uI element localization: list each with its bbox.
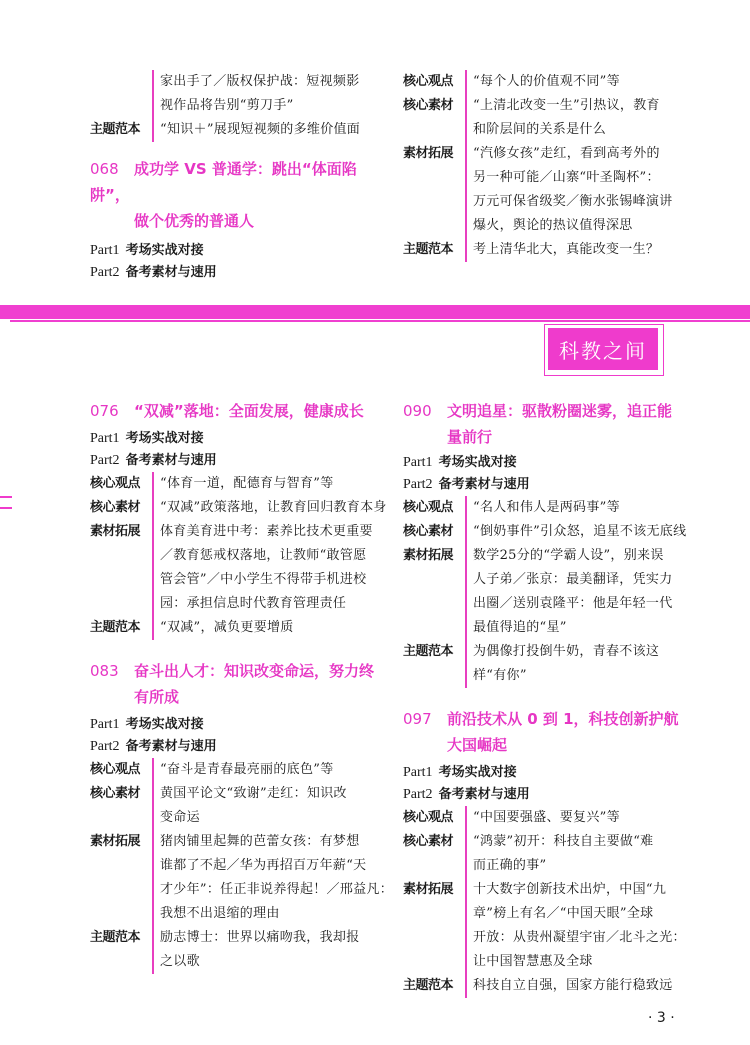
- part-line: [403, 452, 703, 474]
- section-number: 068: [90, 160, 119, 178]
- section-title-continuation: 做个优秀的普通人: [134, 212, 255, 230]
- row-theme-sample: [90, 616, 390, 640]
- row-body: [152, 520, 390, 616]
- part-line: [403, 784, 703, 806]
- row-body: [465, 496, 703, 520]
- row-text-line: 十大数字创新技术出炉，中国“九: [473, 882, 667, 897]
- row-body: [465, 70, 703, 94]
- row-text-line: 变命运: [160, 810, 200, 825]
- row-body: [152, 616, 390, 640]
- part-line: [90, 450, 390, 472]
- row-body: [465, 94, 703, 142]
- top-right-column: [403, 70, 703, 262]
- row-body: [152, 758, 390, 782]
- row-text-line: ／教育惩戒权落地，让教师“敢管愿: [160, 548, 367, 563]
- part-label: Part1: [90, 431, 120, 446]
- row-core-material: [403, 520, 703, 544]
- row-core-material: [403, 94, 703, 142]
- row-text-line: “每个人的价值观不同”等: [473, 74, 620, 89]
- row-body: [152, 926, 390, 974]
- row-text-line: 万元可保省级奖／衡水张锡峰演讲: [473, 194, 673, 209]
- part-line: [403, 474, 703, 496]
- row-text-line: 黄国平论文“致谢”走红：知识改: [160, 786, 347, 801]
- row-text-line: 体育美育进中考：素养比技术更重要: [160, 524, 373, 539]
- part-label: Part1: [90, 717, 120, 732]
- part-line: [90, 428, 390, 450]
- row-text-line: “中国要强盛、要复兴”等: [473, 810, 620, 825]
- row-material-extension: [403, 544, 703, 640]
- theme-row: [90, 118, 390, 142]
- row-material-extension: [90, 830, 394, 926]
- row-text-line: 之以歌: [160, 954, 200, 969]
- row-text-line: 数学25分的“学霸人设”，别来误: [473, 548, 664, 563]
- section-number: 076: [90, 402, 119, 420]
- row-text-line: 科技自立自强，国家方能行稳致远: [473, 978, 673, 993]
- part-label: Part2: [403, 477, 433, 492]
- part-text: 考场实战对接: [438, 765, 517, 780]
- row-theme-sample: [403, 238, 703, 262]
- row-body: [152, 496, 390, 520]
- section-title-text: 前沿技术从 0 到 1，科技创新护航: [447, 710, 679, 728]
- row-body: [152, 70, 390, 118]
- row-body: [152, 782, 390, 830]
- section-title-continuation: 有所成: [134, 688, 180, 706]
- row-text-line: 才少年”：任正非说养得起！／邢益凡：: [160, 882, 394, 897]
- right-column: [403, 398, 703, 998]
- row-core-material: [403, 830, 703, 878]
- row-text-line: 而正确的事”: [473, 858, 547, 873]
- part-line: [403, 762, 703, 784]
- row-text-line: 为偶像打投倒牛奶，青春不该这: [473, 644, 660, 659]
- row-label: 核心观点: [403, 500, 454, 515]
- row-body: [465, 520, 703, 544]
- row-label: 核心素材: [403, 98, 454, 113]
- row-core-view: [403, 496, 703, 520]
- row-text-line: “倒奶事件”引众怒，追星不该无底线: [473, 524, 687, 539]
- row-label: 素材拓展: [403, 548, 454, 563]
- banner-title: 科教之间: [548, 328, 658, 370]
- row-core-view: [90, 472, 390, 496]
- row-text-line: “双减”，减负更要增质: [160, 620, 294, 635]
- row-text: “知识＋”展现短视频的多维价值面: [160, 122, 361, 137]
- row-body: [152, 830, 393, 926]
- section-number: 097: [403, 710, 432, 728]
- row-theme-sample: [403, 974, 703, 998]
- row-text-line: “奋斗是青春最亮丽的底色”等: [160, 762, 334, 777]
- part-text: 考场实战对接: [125, 717, 204, 732]
- part-text: 考场实战对接: [438, 455, 517, 470]
- row-text-line: 章”榜上有名／“中国天眼”全球: [473, 906, 654, 921]
- row-label: 素材拓展: [403, 146, 454, 161]
- part-line: [90, 240, 390, 262]
- part-label: Part2: [90, 265, 120, 280]
- continuation-line: 家出手了／版权保护战：短视频影: [160, 74, 360, 89]
- row-material-extension: [403, 878, 703, 974]
- row-body: [465, 142, 703, 238]
- row-body: [465, 830, 703, 878]
- row-text-line: “体育一道，配德育与智育”等: [160, 476, 334, 491]
- row-text-line: 让中国智慧惠及全球: [473, 954, 593, 969]
- part-line: [90, 714, 390, 736]
- row-text-line: “上清北改变一生”引热议，教育: [473, 98, 660, 113]
- part-line: [90, 736, 390, 758]
- section-number: 090: [403, 402, 432, 420]
- row-material-extension: [90, 520, 390, 616]
- row-text-line: 人子弟／张京：最美翻译，凭实力: [473, 572, 673, 587]
- continuation-line: 视作品将告别“剪刀手”: [160, 98, 294, 113]
- row-text-line: “鸿蒙”初开：科技自主要做“难: [473, 834, 654, 849]
- row-text-line: 和阶层间的关系是什么: [473, 122, 607, 137]
- row-label: 核心观点: [403, 810, 454, 825]
- row-text-line: 爆火，舆论的热议值得深思: [473, 218, 633, 233]
- row-text-line: 出圈／送别袁隆平：他是年轻一代: [473, 596, 673, 611]
- section-076-title: [90, 398, 390, 424]
- row-label: 主题范本: [90, 930, 141, 945]
- section-divider-line: [10, 320, 750, 322]
- row-body: [465, 238, 703, 262]
- row-label: 素材拓展: [90, 834, 141, 849]
- row-body: [465, 640, 703, 688]
- row-body: [465, 974, 703, 998]
- part-line: [90, 262, 390, 284]
- section-divider-band: [0, 305, 750, 319]
- part-label: Part1: [90, 243, 120, 258]
- part-text: 备考素材与速用: [438, 787, 530, 802]
- section-068-title: [90, 156, 390, 234]
- section-number: 083: [90, 662, 119, 680]
- row-label: 主题范本: [90, 620, 141, 635]
- row-label: 主题范本: [403, 644, 454, 659]
- row-core-view: [90, 758, 390, 782]
- row-text-line: “名人和伟人是两码事”等: [473, 500, 620, 515]
- row-label: 核心素材: [90, 786, 141, 801]
- row-core-view: [403, 70, 703, 94]
- row-text-line: 样“有你”: [473, 668, 527, 683]
- row-text-line: 考上清华北大，真能改变一生？: [473, 242, 660, 257]
- row-body: [465, 806, 703, 830]
- row-core-material: [90, 496, 390, 520]
- row-body: [465, 878, 703, 974]
- section-title-text: “双减”落地：全面发展，健康成长: [134, 402, 364, 420]
- top-left-column: [90, 70, 390, 284]
- row-label: 素材拓展: [403, 882, 454, 897]
- row-text-line: “汽修女孩”走红，看到高考外的: [473, 146, 660, 161]
- row-text-line: 最值得追的“星”: [473, 620, 567, 635]
- row-body: [152, 118, 390, 142]
- row-text-line: 励志博士：世界以痛吻我，我却报: [160, 930, 360, 945]
- row-label: 主题范本: [403, 978, 454, 993]
- row-text-line: 谁都了不起／华为再招百万年薪“天: [160, 858, 367, 873]
- row-body: [465, 544, 703, 640]
- row-text-line: 另一种可能／山寨“叶圣陶杯”：: [473, 170, 660, 185]
- row-label: 主题范本: [90, 122, 141, 137]
- part-text: 考场实战对接: [125, 243, 204, 258]
- part-text: 备考素材与速用: [438, 477, 530, 492]
- row-label: 核心素材: [403, 524, 454, 539]
- row-text-line: 我想不出退缩的理由: [160, 906, 280, 921]
- row-label: 素材拓展: [90, 524, 141, 539]
- row-text-line: 开放：从贵州凝望宇宙／北斗之光：: [473, 930, 686, 945]
- row-label: 核心观点: [403, 74, 454, 89]
- part-text: 备考素材与速用: [125, 453, 217, 468]
- row-text-line: 园：承担信息时代教育管理责任: [160, 596, 347, 611]
- row-label: 主题范本: [403, 242, 454, 257]
- part-label: Part2: [90, 453, 120, 468]
- part-text: 备考素材与速用: [125, 739, 217, 754]
- continuation-row: [90, 70, 390, 118]
- row-text-line: “双减”政策落地，让教育回归教育本身: [160, 500, 387, 515]
- row-theme-sample: [90, 926, 390, 974]
- row-text-line: 猪肉铺里起舞的芭蕾女孩：有梦想: [160, 834, 360, 849]
- side-marker: [0, 496, 12, 498]
- section-090-title: [403, 398, 703, 450]
- left-column: [90, 398, 394, 974]
- row-label: 核心素材: [403, 834, 454, 849]
- section-083-title: [90, 658, 390, 710]
- row-material-extension: [403, 142, 703, 238]
- row-text-line: 管会管”／中小学生不得带手机进校: [160, 572, 367, 587]
- part-text: 考场实战对接: [125, 431, 204, 446]
- part-text: 备考素材与速用: [125, 265, 217, 280]
- row-label: 核心素材: [90, 500, 141, 515]
- section-title-continuation: 大国崛起: [447, 736, 508, 754]
- row-body: [152, 472, 390, 496]
- section-title-text: 文明追星：驱散粉圈迷雾，追正能: [447, 402, 673, 420]
- part-label: Part1: [403, 765, 433, 780]
- part-label: Part2: [403, 787, 433, 802]
- section-title-continuation: 量前行: [447, 428, 493, 446]
- page-number: · 3 ·: [648, 1010, 675, 1026]
- row-label: 核心观点: [90, 476, 141, 491]
- row-core-view: [403, 806, 703, 830]
- row-core-material: [90, 782, 390, 830]
- section-097-title: [403, 706, 703, 758]
- row-label: 核心观点: [90, 762, 141, 777]
- side-marker: [0, 507, 12, 509]
- part-label: Part2: [90, 739, 120, 754]
- section-title-text: 奋斗出人才：知识改变命运，努力终: [134, 662, 375, 680]
- row-theme-sample: [403, 640, 703, 688]
- part-label: Part1: [403, 455, 433, 470]
- section-title-text: 成功学 VS 普通学：跳出“体面陷阱”，: [90, 160, 357, 204]
